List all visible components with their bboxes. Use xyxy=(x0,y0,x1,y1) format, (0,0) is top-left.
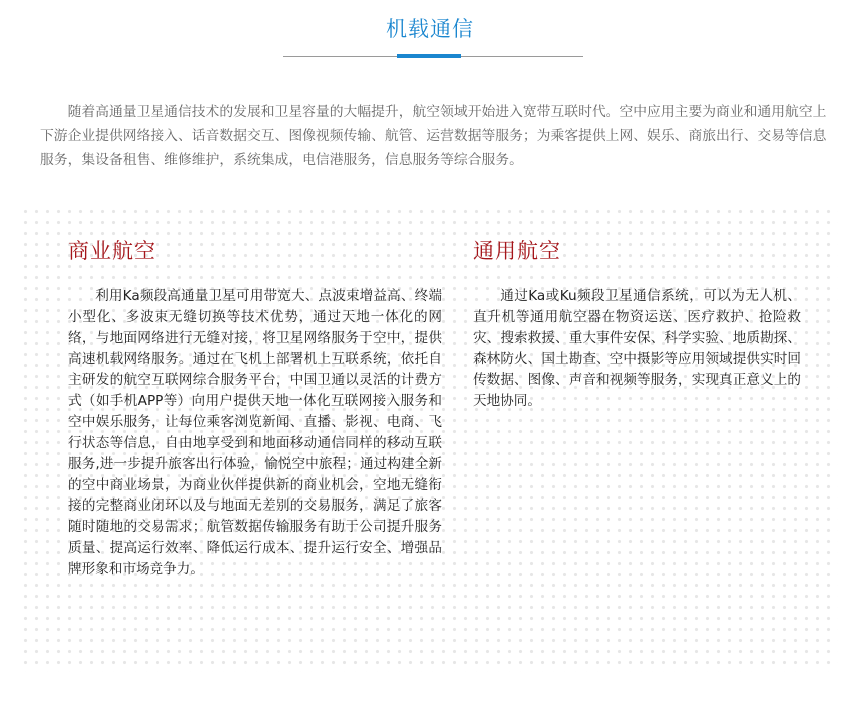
commercial-aviation-text: 利用Ka频段高通量卫星可用带宽大、点波束增益高、终端小型化、多波束无缝切换等技术优势，通过天地一体化的网络，与地面网络进行无缝对接，将卫星网络服务于空中，提供高速机载网络服务。通过在飞机上部署机上互联系统，依托自主研发的航空互联网综合服务平台，中国卫通以灵活的计费方式（如手机APP等）向用户提供天地一体化互联网接入服务和空中娱乐服务，让每位乘客浏览新闻、直播、影视、电商、飞行状态等信息，自由地享受到和地面移动通信同样的移动互联服务,进一步提升旅客出行体验，愉悦空中旅程；通过构建全新的空中商业场景，为商业伙伴提供新的商业机会，空地无缝衔接的完整商业闭环以及与地面无差别的交易服务，满足了旅客随时随地的交易需求；航管数据传输服务有助于公司提升服务质量、提高运行效率、降低运行成本、提升运行安全、增强品牌形象和市场竞争力。 xyxy=(68,288,442,577)
sections-panel xyxy=(20,206,838,672)
general-aviation-title: 通用航空 xyxy=(473,239,561,263)
general-aviation-text: 通过Ka或Ku频段卫星通信系统，可以为无人机、直升机等通用航空器在物资运送、医疗救护、抢险救灾、搜索救援、重大事件安保、科学实验、地质勘探、森林防火、国土勘查、空中摄影等应用领域提供实时回传数据、图像、声音和视频等服务，实现真正意义上的天地协同。 xyxy=(473,288,801,409)
general-aviation-section xyxy=(473,236,801,412)
intro-paragraph: 随着高通量卫星通信技术的发展和卫星容量的大幅提升，航空领域开始进入宽带互联时代。空中应用主要为商业和通用航空上下游企业提供网络接入、话音数据交互、图像视频传输、航管、运营数据等服务；为乘客提供上网、娱乐、商旅出行、交易等信息服务，集设备租售、维修维护，系统集成，电信港服务，信息服务等综合服务。 xyxy=(40,104,827,168)
page-header xyxy=(0,14,860,44)
title-divider-accent xyxy=(397,54,461,58)
page-title: 机载通信 xyxy=(386,17,474,41)
commercial-aviation-section xyxy=(68,236,442,580)
commercial-aviation-title: 商业航空 xyxy=(68,239,156,263)
